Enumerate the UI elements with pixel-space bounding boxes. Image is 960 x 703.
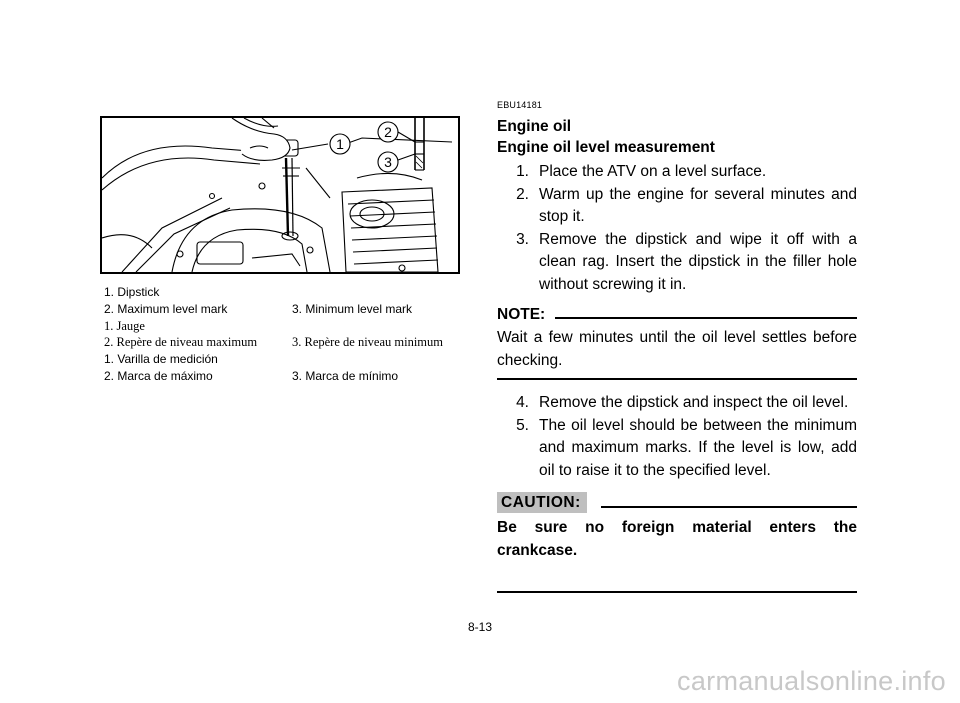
step-item [497,415,857,483]
caption-row [104,301,464,318]
caption-cell: 2. Maximum level mark [104,301,228,316]
note-heading [497,306,857,324]
caption-cell: 1. Jauge [104,318,145,333]
caption-cell: 3. Minimum level mark [292,301,413,316]
step-item [497,229,857,297]
note-text: Wait a few minutes until the oil level settles before checking. [497,329,857,369]
caption-row [104,334,464,351]
step-number: 2. [516,185,529,203]
caption-row [104,368,464,385]
caption-cell: 1. Varilla de medición [104,352,218,367]
step-text: Remove the dipstick and inspect the oil level. [539,394,849,411]
caption-cell: 1. Dipstick [104,285,160,299]
step-item [497,184,857,229]
note-rule [555,317,857,319]
page-number: 8-13 [467,620,493,634]
caution-text: Be sure no foreign material enters the crankcase. [497,519,857,559]
dipstick-illustration [100,116,460,274]
step-text: Place the ATV on a level surface. [539,163,767,180]
watermark: carmanualsonline.info [677,666,946,696]
step-number: 1. [516,163,529,180]
step-item [497,392,857,415]
step-text: The oil level should be between the minimum and maximum marks. If the level is low, add oil to raise it to the specified level. [539,416,857,479]
steps-list-a [497,161,857,296]
steps-list-b [497,392,857,482]
svg-text:3: 3 [384,154,392,170]
caption-cell: 2. Marca de máximo [104,368,213,383]
callout-2 [378,122,398,142]
step-number: 5. [516,416,529,434]
caption-cell: 3. Repère de niveau minimum [292,335,444,350]
section-subtitle: Engine oil level measurement [497,139,715,156]
engine-drawing [102,118,458,272]
callout-3 [378,152,398,172]
svg-text:1: 1 [336,136,344,152]
caption-row [104,318,464,335]
note-end-rule [497,378,857,380]
step-number: 3. [516,230,529,248]
caption-cell: 2. Repère de niveau maximum [104,335,258,350]
caution-heading [497,492,857,513]
callout-1 [330,134,350,154]
note-label: NOTE: [497,306,546,323]
caption-row [104,351,464,368]
step-number: 4. [516,394,529,411]
caution-label: CAUTION: [497,492,587,513]
section-code: EBU14181 [497,100,543,110]
step-text: Warm up the engine for several minutes and stop it. [539,185,857,225]
instructions-column [497,100,857,593]
caption-row [104,284,464,301]
step-item [497,161,857,184]
caption-cell: 3. Marca de mínimo [292,368,399,383]
section-title: Engine oil [497,118,572,135]
figure-captions [104,284,464,385]
step-text: Remove the dipstick and wipe it off with a clean rag. Insert the dipstick in the filler hole without screwing it in. [539,230,857,293]
caution-end-rule [497,591,857,593]
caution-rule [601,506,857,508]
svg-text:2: 2 [384,124,392,140]
